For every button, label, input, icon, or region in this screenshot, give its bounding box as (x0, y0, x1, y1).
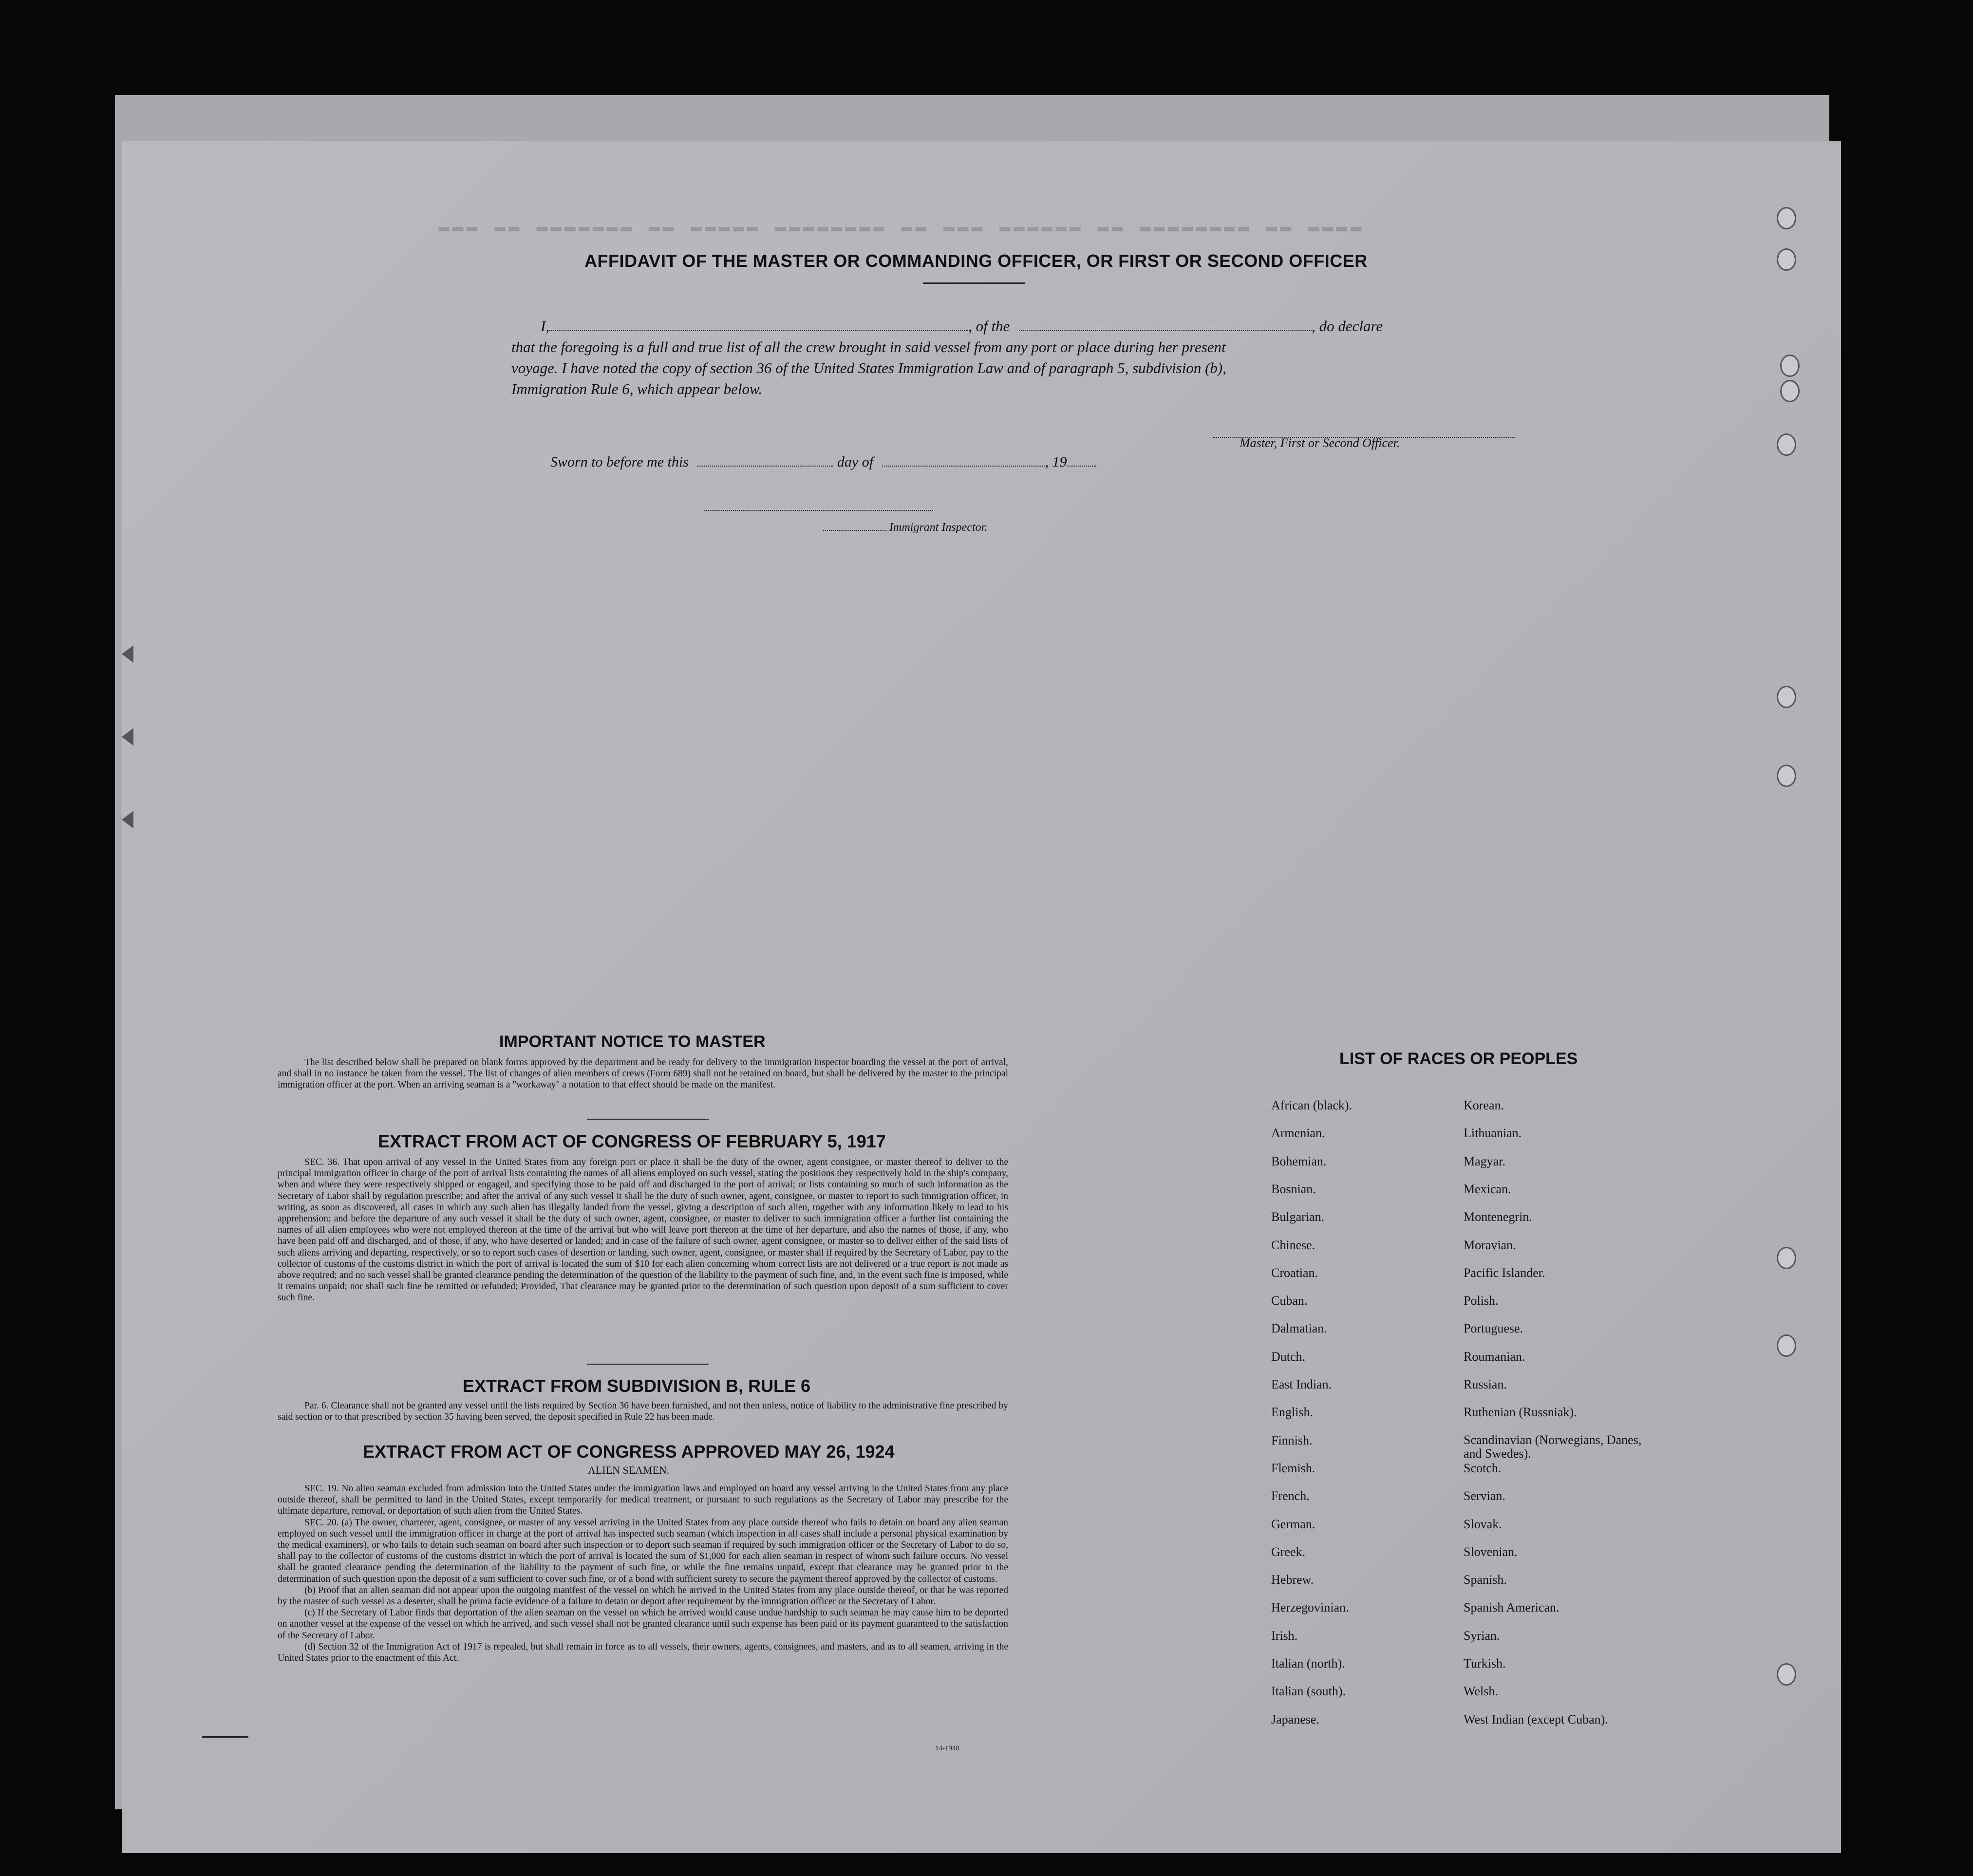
extract-1924-title: EXTRACT FROM ACT OF CONGRESS APPROVED MAY 26, 1924 (363, 1442, 895, 1462)
race-item: Syrian. (1464, 1628, 1500, 1643)
race-item: Lithuanian. (1464, 1126, 1522, 1141)
race-item: Italian (south). (1271, 1684, 1346, 1699)
affidavit-i: I, (541, 318, 550, 335)
punch-hole (1777, 1663, 1796, 1686)
race-item: Polish. (1464, 1294, 1499, 1308)
bleed-through-text: ▬▬▬ ▬▬ ▬▬▬▬▬▬▬ ▬▬ ▬▬▬▬▬ ▬▬▬▬▬▬▬▬ ▬▬ ▬▬▬ ▬▬▬▬▬▬ ▬▬ ▬▬▬▬▬▬▬▬ ▬▬ ▬▬▬▬ (438, 217, 1365, 238)
race-item: Cuban. (1271, 1294, 1308, 1308)
race-item: Herzegovinian. (1271, 1600, 1349, 1615)
title-underline (923, 282, 1025, 284)
extract-1917-text: SEC. 36. That upon arrival of any vessel in the United States from any foreign port or place it shall be the duty of the owner, agent consignee, or master thereof to deliver to the principal immigration officer in charge of the port of arrival lists containing the names of all aliens employed on such vessel, stating the positions they respectively hold in the ship's company, when and where they were respectively shipped or engaged, and specifying those to be paid off and discharged in the port of arrival; or lists containing so much of such information as the Secretary of Labor shall by regulation prescribe; and after the arrival of any such vessel it shall be the duty of such owner, agent, consignee, or master to report to such immigration officer, in writing, as soon as discovered, all cases in which any such alien has illegally landed from the vessel, giving a description of such alien, together with any information likely to lead to his apprehension; and before the departure of any such vessel it shall be the duty of such owner, agent, consignee, or master to deliver to such immigration officer a further list containing the names of all alien employees who were not employed thereon at the time of the arrival but who will leave port thereon at the time of her departure, and also the names of those, if any, who have been paid off and discharged, and of those, if any, who have deserted or landed; and in case of the failure of such owner, agent consignee, or master so to deliver either of the said lists of such aliens arriving and departing, respectively, or so to report such cases of desertion or landing, such owner, agent, consignee, or master shall if required by the Secretary of Labor, pay to the collector of customs of the customs district in which the port of arrival is located the sum of $10 for each alien concerning whom correct lists are not delivered or a true report is not made as above required; and no such vessel shall be granted clearance pending the determination of the question of the liability to the payment of such fine, and, in the event such fine is imposed, while it remains unpaid; nor shall such fine be remitted or refunded; Provided, That clearance may be granted prior to the determination of such question upon deposit of a sum sufficient to cover such fine. (278, 1157, 1008, 1303)
race-item: Armenian. (1271, 1126, 1325, 1141)
punch-hole (1777, 1247, 1796, 1269)
race-item: German. (1271, 1517, 1315, 1531)
edge-notch (122, 645, 133, 663)
year-text: , 19 (1045, 454, 1067, 470)
race-item: Montenegrin. (1464, 1210, 1532, 1224)
race-item: Hebrew. (1271, 1573, 1314, 1587)
race-item: Turkish. (1464, 1656, 1506, 1670)
race-item: Finnish. (1271, 1433, 1313, 1447)
master-signature-label: Master, First or Second Officer. (1240, 436, 1400, 450)
sworn-day-blank[interactable] (697, 455, 833, 467)
affidavit-do-declare: , do declare (1312, 318, 1383, 335)
affidavit-title: AFFIDAVIT OF THE MASTER OR COMMANDING OFFICER, OR FIRST OR SECOND OFFICER (584, 251, 1368, 271)
race-item: Spanish American. (1464, 1600, 1560, 1615)
race-item: Spanish. (1464, 1573, 1507, 1587)
vessel-blank[interactable] (1019, 319, 1312, 331)
race-item: English. (1271, 1405, 1313, 1420)
race-item: Moravian. (1464, 1238, 1516, 1252)
race-item: Dalmatian. (1271, 1321, 1327, 1336)
punch-hole (1780, 355, 1800, 377)
sworn-month-blank[interactable] (882, 455, 1045, 467)
notice-title: IMPORTANT NOTICE TO MASTER (499, 1032, 766, 1051)
race-item: Slovak. (1464, 1517, 1502, 1531)
extract-1924-sec20c: (c) If the Secretary of Labor finds that deportation of the alien seaman on the vessel on which he arrived would cause undue hardship to such seaman he may cause him to be deported on another vessel at the expense of the vessel on which he arrived, and such vessel shall not be granted clearance until such expense has been paid or its payment guaranteed to the satisfaction of the Secretary of Labor. (278, 1608, 1008, 1641)
punch-hole (1777, 248, 1796, 271)
inspector-label-row (823, 521, 987, 534)
extract-1924-sec20d: (d) Section 32 of the Immigration Act of 1917 is repealed, but shall remain in force as to all vessels, their owners, agents, consignees, and masters, and as to all seamen, arriving in the United States prior to the enactment of this Act. (278, 1641, 1008, 1664)
race-item: Bohemian. (1271, 1154, 1327, 1168)
extract-rule6-text: Par. 6. Clearance shall not be granted any vessel until the lists required by Section 36 have been furnished, and not then unless, notice of liability to the administrative fine prescribed by said section or to that prescribed by section 35 having been served, the deposit specified in Rule 22 has been made. (278, 1401, 1008, 1423)
race-item: Portuguese. (1464, 1321, 1523, 1336)
race-item: Welsh. (1464, 1684, 1498, 1699)
day-of-text: day of (837, 454, 874, 470)
race-item: Servian. (1464, 1489, 1505, 1503)
extract-1924-sec20a: SEC. 20. (a) The owner, charterer, agent, consignee, or master of any vessel arriving in the United States from any place outside thereof who fails to detain on board any alien seaman employed on such vessel until the immigration officer in charge at the port of arrival has inspected such seaman (which inspection in all cases shall include a personal physical examination by the medical examiners), or who fails to detain such seaman on board after such inspection or to deport such seaman if required by such immigration officer or the Secretary of Labor to do so, shall pay to the collector of customs of the customs district in which the port of arrival is located the sum of $1,000 for each alien seaman in respect of whom such failure occurs. No vessel shall be granted clearance pending the determination of the liability to the payment of such fine, or while the fine remains unpaid, except that clearance may be granted prior to the determination of such question upon the deposit of a sum sufficient to cover such fine, or of a bond with sufficient surety to secure the payment thereof approved by the collector of customs. (278, 1517, 1008, 1584)
race-item: Italian (north). (1271, 1656, 1345, 1670)
punch-hole (1777, 207, 1796, 229)
punch-hole (1777, 1334, 1796, 1357)
manifest-page (122, 141, 1841, 1853)
race-item: French. (1271, 1489, 1310, 1503)
edge-notch (122, 728, 133, 746)
form-number: 14-1940 (935, 1745, 959, 1752)
punch-hole (1777, 765, 1796, 787)
race-item: Pacific Islander. (1464, 1265, 1545, 1280)
extract-1924-block (278, 1483, 1008, 1664)
race-item: Flemish. (1271, 1461, 1315, 1475)
race-item: Korean. (1464, 1098, 1504, 1112)
race-item: West Indian (except Cuban). (1464, 1712, 1608, 1726)
race-item: Chinese. (1271, 1238, 1315, 1252)
affidavit-line-2: that the foregoing is a full and true list of all the crew brought in said vessel from any port or place during her present (511, 338, 1226, 356)
affidavit-line-3: voyage. I have noted the copy of section 36 of the United States Immigration Law and of paragraph 5, subdivision (b), (511, 359, 1226, 376)
race-item: Dutch. (1271, 1349, 1306, 1364)
sworn-text: Sworn to before me this (550, 454, 689, 470)
extract-1917-rule (587, 1364, 709, 1365)
margin-mark (202, 1736, 248, 1738)
edge-notch (122, 811, 133, 828)
race-item: East Indian. (1271, 1377, 1332, 1391)
race-item: Roumanian. (1464, 1349, 1525, 1364)
race-item: Croatian. (1271, 1265, 1318, 1280)
notice-text: The list described below shall be prepared on blank forms approved by the department and be ready for delivery to the immigration inspector boarding the vessel at the port of arrival, and shall in no instance be taken from the vessel. The list of changes of alien members of crews (Form 689) shall not be retained on board, but shall be delivered by the master to the principal immigration officer at the port. When an arriving seaman is a "workaway" a notation to that effect should be made on the manifest. (278, 1057, 1008, 1090)
races-title: LIST OF RACES OR PEOPLES (1339, 1050, 1578, 1068)
race-item: Japanese. (1271, 1712, 1319, 1726)
extract-1924-subtitle: ALIEN SEAMEN. (588, 1464, 670, 1476)
extract-1924-sec19: SEC. 19. No alien seaman excluded from admission into the United States under the immigration laws and employed on board any vessel arriving in the United States from any place outside thereof, shall be permitted to land in the United States, except temporarily for medical treatment, or pursuant to such regulations as the Secretary of Labor may prescribe for the ultimate departure, removal, or deportation of such alien from the United States. (278, 1483, 1008, 1517)
race-item: Bulgarian. (1271, 1210, 1325, 1224)
extract-rule6-title: EXTRACT FROM SUBDIVISION B, RULE 6 (463, 1376, 811, 1396)
race-item: Irish. (1271, 1628, 1298, 1643)
punch-hole (1780, 380, 1800, 402)
race-item: Russian. (1464, 1377, 1507, 1391)
name-blank[interactable] (549, 319, 968, 331)
affidavit-line-1 (511, 318, 1481, 335)
race-item: Ruthenian (Russniak). (1464, 1405, 1577, 1420)
inspector-signature-line[interactable] (704, 499, 933, 511)
race-item: African (black). (1271, 1098, 1353, 1112)
race-item: Greek. (1271, 1544, 1306, 1559)
race-item: Slovenian. (1464, 1544, 1518, 1559)
affidavit-line-4: Immigration Rule 6, which appear below. (511, 380, 763, 397)
punch-hole (1777, 433, 1796, 456)
punch-hole (1777, 686, 1796, 708)
inspector-label: Immigrant Inspector. (889, 521, 988, 534)
extract-rule6-block (278, 1400, 1008, 1423)
race-item: Scandinavian (Norwegians, Danes, and Swedes). (1464, 1432, 1642, 1461)
extract-1917-block (278, 1157, 1008, 1304)
notice-text-block (278, 1057, 1008, 1091)
notice-rule (587, 1119, 709, 1120)
extract-1924-sec20b: (b) Proof that an alien seaman did not appear upon the outgoing manifest of the vessel on which he arrived in the United States from any place outside thereof, or that he was reported by the master of such vessel as a deserter, shall be prima facie evidence of a failure to detain or deport after requirement by the immigration officer or the Secretary of Labor. (278, 1585, 1008, 1607)
race-item: Bosnian. (1271, 1182, 1316, 1196)
race-item: Mexican. (1464, 1182, 1511, 1196)
extract-1917-title: EXTRACT FROM ACT OF CONGRESS OF FEBRUARY 5, 1917 (378, 1131, 886, 1151)
race-item: Magyar. (1464, 1154, 1505, 1168)
inspector-dots (823, 523, 886, 531)
sworn-year-blank[interactable] (1067, 455, 1096, 467)
sworn-line (550, 454, 1096, 470)
affidavit-of-the: , of the (968, 318, 1010, 335)
race-item: Scotch. (1464, 1461, 1502, 1475)
